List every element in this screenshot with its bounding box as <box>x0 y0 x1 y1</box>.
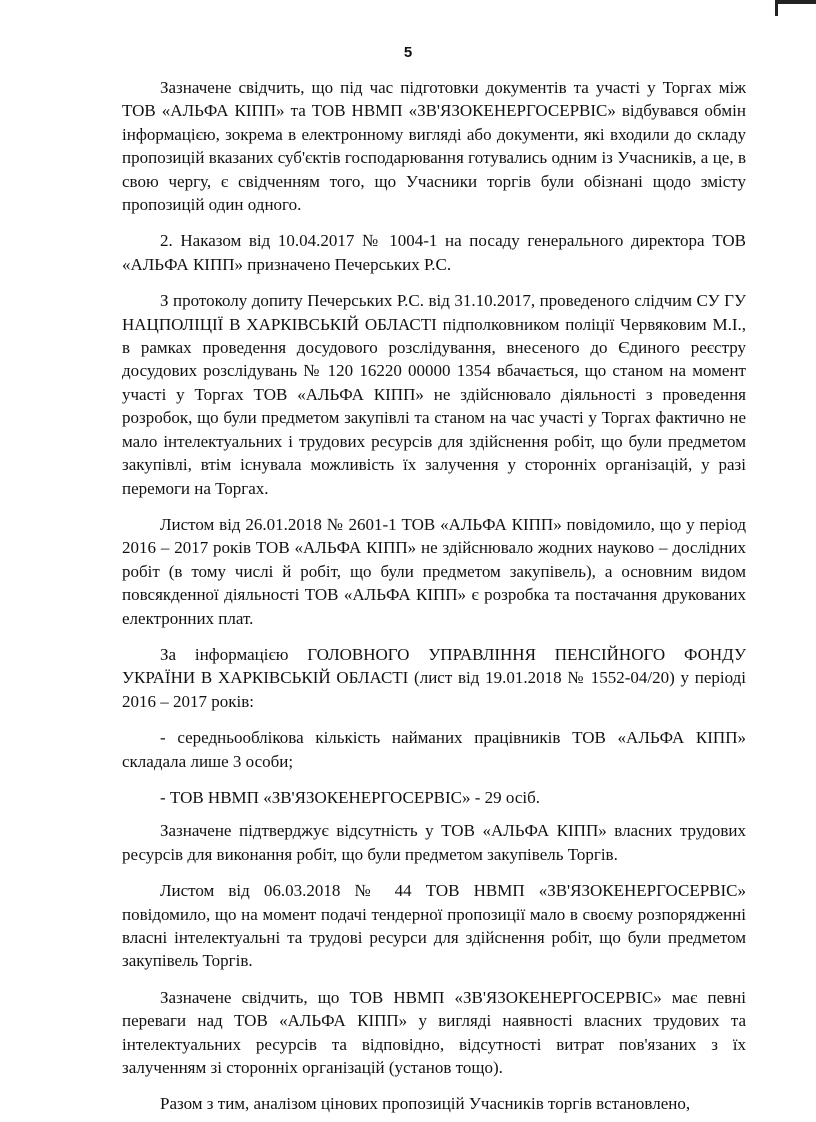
paragraph-letter-zvyazok: Листом від 06.03.2018 № 44 ТОВ НВМП «ЗВ'ЯЗОКЕНЕРГОСЕРВІС» повідомило, що на момент подачі тендерної пропозиції мало в своєму розпорядженні власні інтелектуальні та трудові ресурси для здійснення робіт, що були предметом закупівель Торгів. <box>122 881 746 971</box>
document-body <box>122 76 746 1122</box>
paragraph-price-analysis: Разом з тим, аналізом цінових пропозицій Учасників торгів встановлено, <box>160 1094 691 1114</box>
paragraph-director-appointment: 2. Наказом від 10.04.2017 № 1004-1 на посаду генерального директора ТОВ «АЛЬФА КІПП» призначено Печерських Р.С. <box>122 231 746 274</box>
paragraph-pension-fund-info: За інформацією ГОЛОВНОГО УПРАВЛІННЯ ПЕНСІЙНОГО ФОНДУ УКРАЇНИ В ХАРКІВСЬКІЙ ОБЛАСТІ (лист від 19.01.2018 № 1552-04/20) у періоді 2016 – 2017 років: <box>122 644 746 711</box>
scan-corner-mark <box>776 0 816 4</box>
paragraph-information-exchange: Зазначене свідчить, що під час підготовки документів та участі у Торгах між ТОВ «АЛЬФА КІПП» та ТОВ НВМП «ЗВ'ЯЗОКЕНЕРГОСЕРВІС» відбувався обмін інформацією, зокрема в електронному вигляді або документи, які входили до складу пропозицій вказаних суб'єктів господарювання готувались одним із Учасників, а це, в свою чергу, є свідченням того, що Учасники торгів були обізнані щодо змісту пропозицій один одного. <box>122 78 746 215</box>
scan-corner-tick <box>775 0 778 16</box>
page-number: 5 <box>403 44 413 61</box>
list-item-alfa-kipp-staff: - середньооблікова кількість найманих працівників ТОВ «АЛЬФА КІПП» складала лише 3 особи; <box>122 728 746 771</box>
list-item-zvyazok-staff: - ТОВ НВМП «ЗВ'ЯЗОКЕНЕРГОСЕРВІС» - 29 осіб. <box>160 787 540 807</box>
paragraph-advantages: Зазначене свідчить, що ТОВ НВМП «ЗВ'ЯЗОКЕНЕРГОСЕРВІС» має певні переваги над ТОВ «АЛЬФА КІПП» у вигляді наявності власних трудових та інтелектуальних ресурсів та відповідно, відсутності витрат пов'язаних з їх залученням зі сторонніх організацій (установ тощо). <box>122 987 746 1078</box>
paragraph-letter-alfa-kipp: Листом від 26.01.2018 № 2601-1 ТОВ «АЛЬФА КІПП» повідомило, що у період 2016 – 2017 років ТОВ «АЛЬФА КІПП» не здійснювало жодних науково – дослідних робіт (в тому числі й робіт, що були предметом закупівель), а основним видом повсякденної діяльності ТОВ «АЛЬФА КІПП» є розробка та постачання друкованих електронних плат. <box>122 514 746 628</box>
paragraph-interrogation-protocol: З протоколу допиту Печерських Р.С. від 31.10.2017, проведеного слідчим СУ ГУ НАЦПОЛІЦІЇ В ХАРКІВСЬКІЙ ОБЛАСТІ підполковником поліції Червяковим М.І., в рамках проведення досудового розслідування, внесеного до Єдиного реєстру досудових розслідувань № 120 16220 00000 1354 вбачається, що станом на момент участі у Торгах ТОВ «АЛЬФА КІПП» не здійснювало діяльності з проведення розробок, що були предметом закупівлі та станом на час участі у Торгах фактично не мало інтелектуальних і трудових ресурсів для здійснення робіт, що були предметом закупівлі, втім існувала можливість їх залучення у сторонніх організацій, у разі перемоги на Торгах. <box>122 291 746 498</box>
paragraph-no-labor-resources: Зазначене підтверджує відсутність у ТОВ «АЛЬФА КІПП» власних трудових ресурсів для виконання робіт, що були предметом закупівель Торгів. <box>122 821 746 864</box>
